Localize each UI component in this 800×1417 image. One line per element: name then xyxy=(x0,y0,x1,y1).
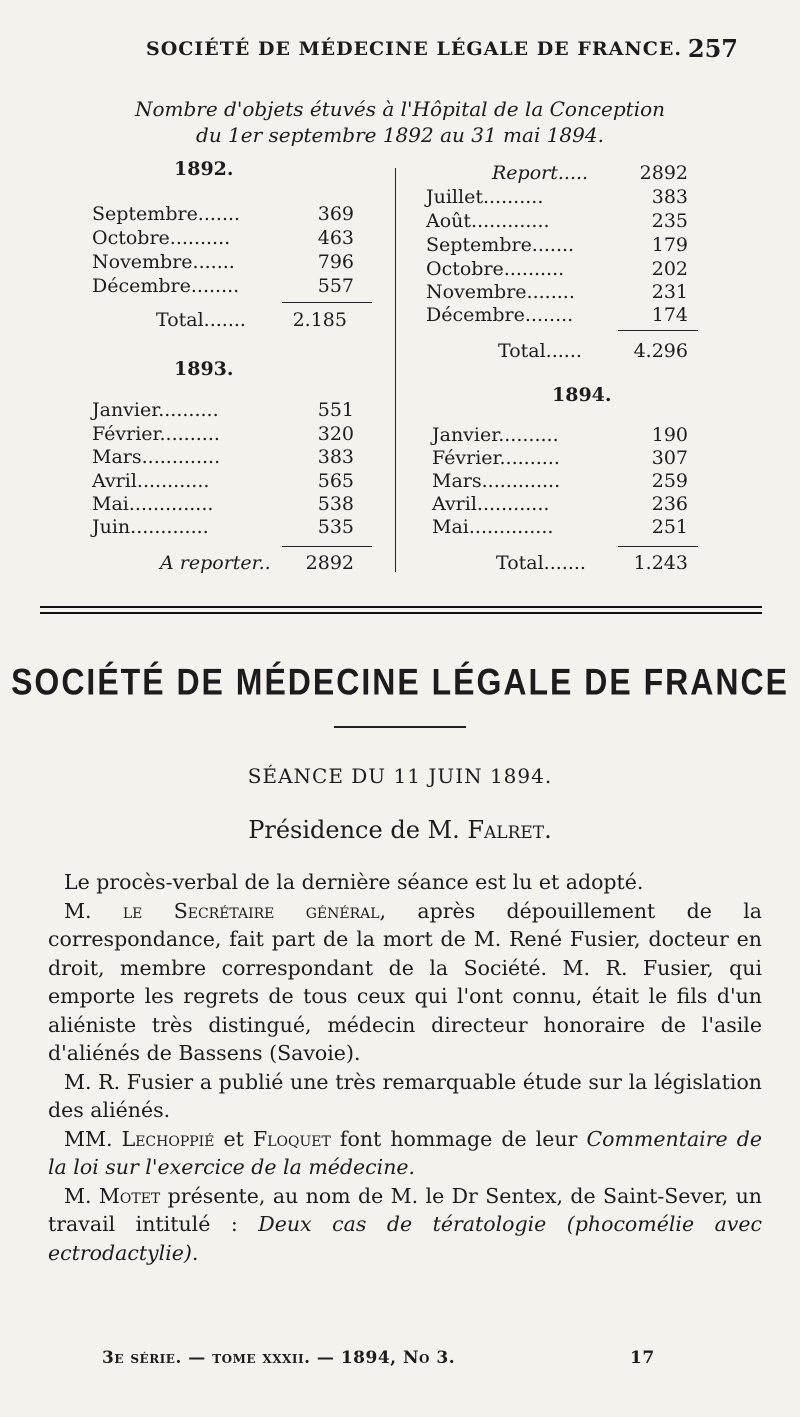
section-divider-bottom xyxy=(40,612,762,614)
month-label: Novembre....... xyxy=(92,251,235,273)
month-label: Mai.............. xyxy=(92,493,214,515)
month-value: 179 xyxy=(651,234,688,256)
presidence-prefix: Présidence de M. xyxy=(248,816,468,844)
paragraph xyxy=(48,897,762,1068)
month-label: Juillet.......... xyxy=(426,186,544,208)
paragraph-end: . xyxy=(191,1240,199,1265)
month-label: Avril............ xyxy=(92,470,210,492)
paragraph-prefix: MM. xyxy=(64,1126,122,1151)
paragraph-text: après dépouillement de la correspondance, fait part de la mort de M. René Fusier, docteur en droit, membre correspondant de la Société. M. R. Fusier, qui emporte les regrets de tous ceux qui l'ont connu, était le fils d'un aliéniste très distingué, médecin directeur honoraire de l'asile d'aliénés de Bassens (Savoie). xyxy=(48,898,762,1065)
minutes-text xyxy=(48,868,762,1267)
subtotal-rule-1893-right xyxy=(618,330,698,331)
month-value: 236 xyxy=(651,493,688,515)
total-label: Total....... xyxy=(156,309,246,331)
month-value: 796 xyxy=(317,251,354,273)
table-caption xyxy=(0,96,800,148)
speaker-name: Motet xyxy=(98,1183,161,1208)
total-value: 4.296 xyxy=(633,340,688,362)
total-label: Total....... xyxy=(496,552,586,574)
total-value: 1.243 xyxy=(633,552,688,574)
paragraph xyxy=(48,1125,762,1182)
month-label: Décembre........ xyxy=(426,304,574,326)
paragraph-text: font hommage de leur xyxy=(330,1126,587,1151)
month-label: Octobre.......... xyxy=(92,227,231,249)
month-label: Février.......... xyxy=(432,447,560,469)
presidence-line xyxy=(0,816,800,844)
speaker-name: Lechoppié xyxy=(121,1126,215,1151)
month-label: Janvier.......... xyxy=(92,399,219,421)
work-title: Deux cas de tératologie (phocomélie avec ectrodactylie) xyxy=(48,1212,762,1265)
month-label: Août............. xyxy=(426,210,550,232)
year-1892: 1892. xyxy=(174,158,234,180)
signature-mark: 17 xyxy=(630,1348,655,1368)
page-footer xyxy=(0,1348,800,1372)
column-divider xyxy=(395,168,396,572)
paragraph-text: présente, au nom de M. le Dr Sentex, de Saint-Sever, un travail intitulé : xyxy=(48,1183,762,1236)
month-value: 551 xyxy=(317,399,354,421)
month-value: 174 xyxy=(651,304,688,326)
month-value: 383 xyxy=(651,186,688,208)
month-value: 369 xyxy=(317,203,354,225)
page-number: 257 xyxy=(687,34,738,63)
month-value: 565 xyxy=(317,470,354,492)
paragraph xyxy=(48,1182,762,1268)
work-title: Commentaire de la loi sur l'exercice de la médecine. xyxy=(48,1126,762,1179)
speaker-name: Floquet xyxy=(252,1126,331,1151)
month-value: 190 xyxy=(651,424,688,446)
month-label: Octobre.......... xyxy=(426,258,565,280)
running-header xyxy=(0,34,800,66)
total-value: 2.185 xyxy=(292,309,347,331)
paragraph: M. R. Fusier a publié une très remarquable étude sur la législation des aliénés. xyxy=(48,1069,762,1122)
heading-rule xyxy=(334,726,466,728)
month-label: Novembre........ xyxy=(426,281,575,303)
month-label: Mars............. xyxy=(432,470,561,492)
month-label: Septembre....... xyxy=(426,234,575,256)
month-value: 535 xyxy=(317,516,354,538)
month-label: Décembre........ xyxy=(92,275,240,297)
month-value: 231 xyxy=(651,281,688,303)
month-label: Mars............. xyxy=(92,446,221,468)
caption-line-1: Nombre d'objets étuvés à l'Hôpital de la Conception xyxy=(134,97,666,121)
running-title: SOCIÉTÉ DE MÉDECINE LÉGALE DE FRANCE. xyxy=(146,38,682,60)
month-value: 463 xyxy=(317,227,354,249)
month-value: 538 xyxy=(317,493,354,515)
society-heading: SOCIÉTÉ DE MÉDECINE LÉGALE DE FRANCE xyxy=(11,661,789,703)
month-value: 251 xyxy=(651,516,688,538)
carry-value: 2892 xyxy=(305,552,354,574)
paragraph-text: et xyxy=(214,1126,253,1151)
total-label: Total...... xyxy=(498,340,582,362)
month-label: Juin............. xyxy=(92,516,209,538)
month-label: Avril............ xyxy=(432,493,550,515)
session-date: SÉANCE DU 11 JUIN 1894. xyxy=(247,764,553,788)
caption-line-2: du 1er septembre 1892 au 31 mai 1894. xyxy=(196,123,604,147)
month-value: 320 xyxy=(317,423,354,445)
paragraph-prefix: M. xyxy=(64,1183,99,1208)
month-value: 557 xyxy=(317,275,354,297)
speaker-name: M. le Secrétaire général, xyxy=(64,898,387,923)
series-info: 3e série. — tome xxxii. — 1894, No 3. xyxy=(102,1348,456,1368)
subtotal-rule-1893 xyxy=(282,546,372,547)
presidence-name: Falret. xyxy=(467,816,552,844)
month-value: 307 xyxy=(651,447,688,469)
month-value: 235 xyxy=(651,210,688,232)
report-label: Report..... xyxy=(492,162,589,184)
subtotal-rule-1892 xyxy=(282,302,372,303)
section-divider-top xyxy=(40,606,762,608)
paragraph: Le procès-verbal de la dernière séance est lu et adopté. xyxy=(64,870,644,894)
carry-label: A reporter.. xyxy=(160,552,271,574)
subtotal-rule-1894 xyxy=(618,546,698,547)
month-label: Février.......... xyxy=(92,423,220,445)
month-label: Septembre....... xyxy=(92,203,241,225)
month-label: Mai.............. xyxy=(432,516,554,538)
report-value: 2892 xyxy=(639,162,688,184)
month-value: 202 xyxy=(651,258,688,280)
month-value: 259 xyxy=(651,470,688,492)
month-label: Janvier.......... xyxy=(432,424,559,446)
year-1893: 1893. xyxy=(174,358,234,380)
month-value: 383 xyxy=(317,446,354,468)
year-1894: 1894. xyxy=(552,384,612,406)
